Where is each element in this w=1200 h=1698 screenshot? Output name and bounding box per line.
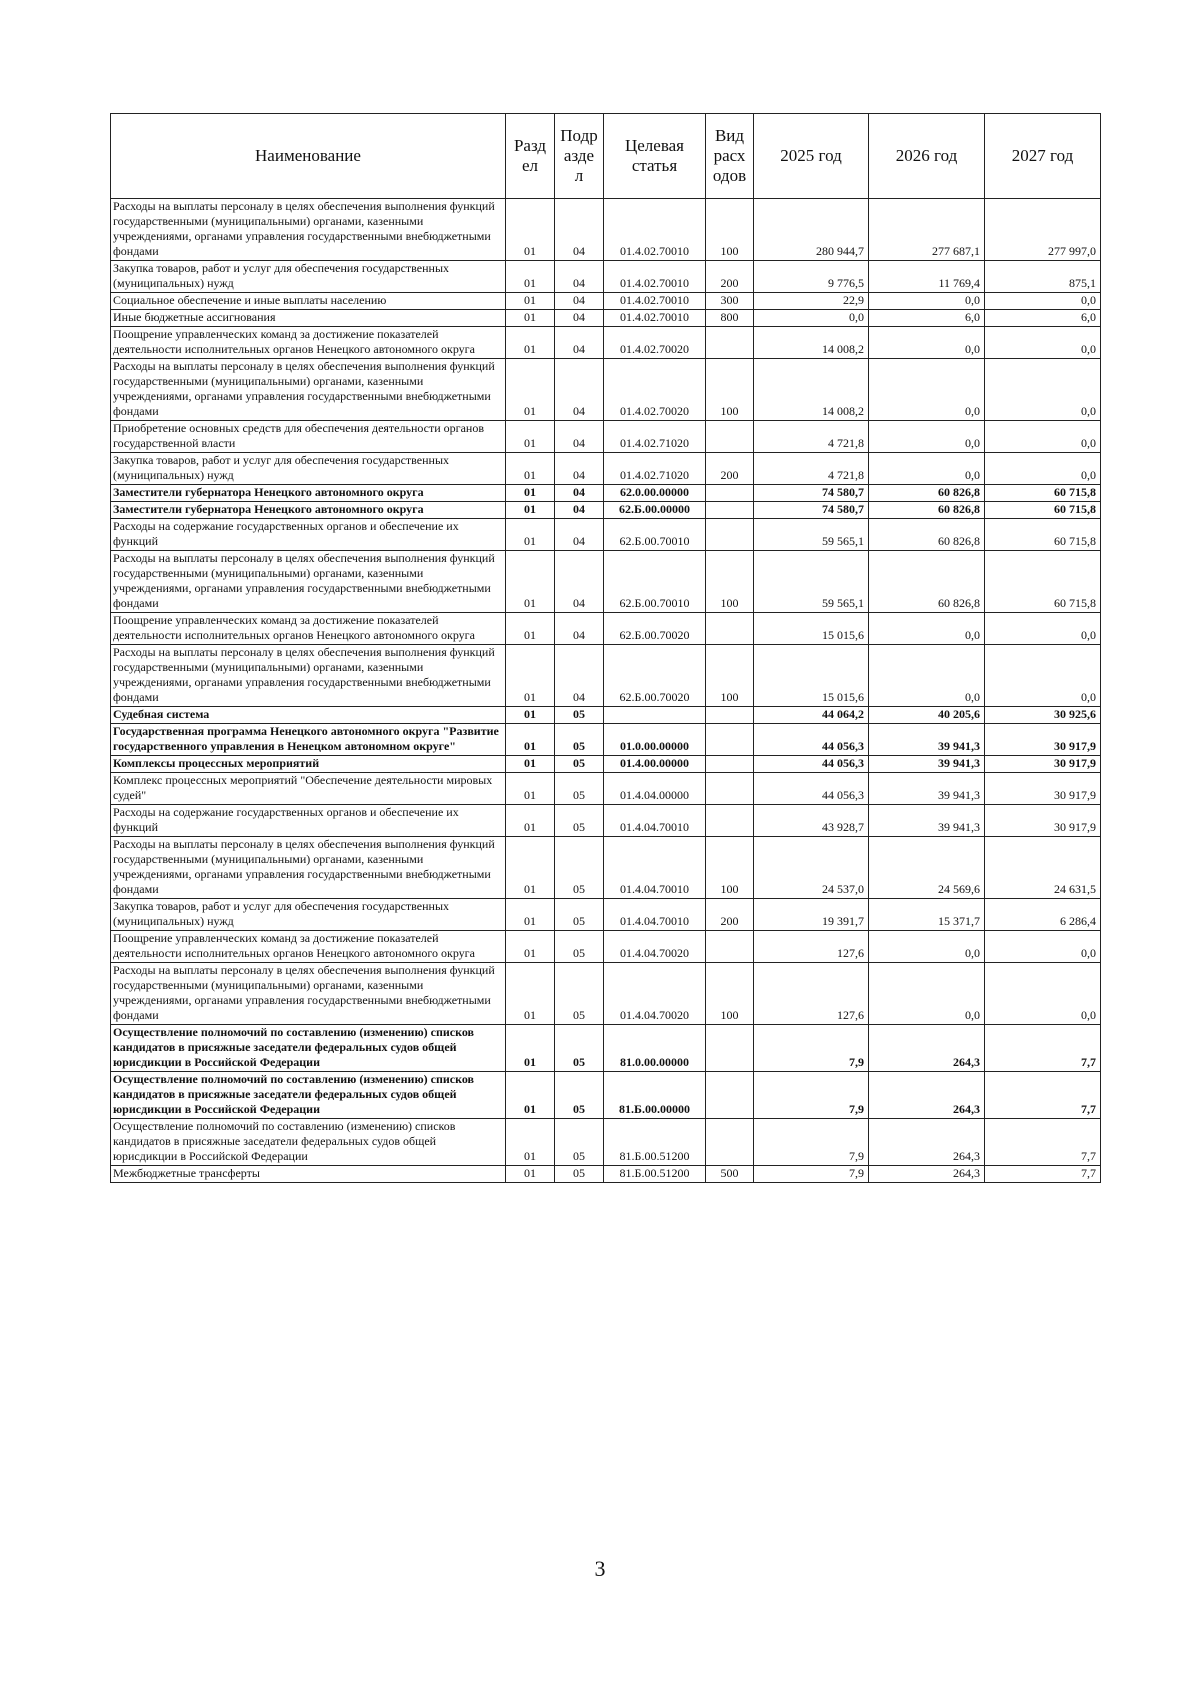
cell-2027: 6 286,4: [985, 899, 1101, 931]
cell-subsection: 05: [555, 1119, 604, 1166]
header-section: Разд ел: [506, 114, 555, 199]
cell-type: [706, 707, 754, 724]
cell-subsection: 04: [555, 199, 604, 261]
header-2026: 2026 год: [869, 114, 985, 199]
cell-2027: 30 917,9: [985, 773, 1101, 805]
cell-type: 200: [706, 453, 754, 485]
cell-2026: 0,0: [869, 293, 985, 310]
table-row: [111, 293, 1101, 310]
cell-section: 01: [506, 1025, 555, 1072]
cell-subsection: 05: [555, 963, 604, 1025]
cell-2027: 6,0: [985, 310, 1101, 327]
cell-2025: 44 056,3: [754, 724, 869, 756]
header-type: Вид расх одов: [706, 114, 754, 199]
cell-name: Комплекс процессных мероприятий "Обеспечение деятельности мировых судей": [111, 773, 506, 805]
cell-2025: 127,6: [754, 931, 869, 963]
cell-name: Осуществление полномочий по составлению (изменению) списков кандидатов в присяжные заседатели федеральных судов общей юрисдикции в Российской Федерации: [111, 1072, 506, 1119]
cell-name: Заместители губернатора Ненецкого автономного округа: [111, 485, 506, 502]
cell-2025: 7,9: [754, 1025, 869, 1072]
cell-2027: 60 715,8: [985, 485, 1101, 502]
cell-name: Осуществление полномочий по составлению (изменению) списков кандидатов в присяжные заседатели федеральных судов общей юрисдикции в Российской Федерации: [111, 1025, 506, 1072]
cell-2027: 0,0: [985, 453, 1101, 485]
table-row: [111, 519, 1101, 551]
cell-2026: 0,0: [869, 327, 985, 359]
cell-2025: 14 008,2: [754, 359, 869, 421]
cell-target: 81.Б.00.00000: [604, 1072, 706, 1119]
cell-2026: 60 826,8: [869, 551, 985, 613]
cell-name: Расходы на содержание государственных органов и обеспечение их функций: [111, 519, 506, 551]
cell-2025: 44 056,3: [754, 773, 869, 805]
cell-type: 100: [706, 359, 754, 421]
cell-2026: 264,3: [869, 1072, 985, 1119]
cell-subsection: 04: [555, 613, 604, 645]
table-row: [111, 485, 1101, 502]
cell-type: 100: [706, 199, 754, 261]
cell-section: 01: [506, 773, 555, 805]
table-row: [111, 502, 1101, 519]
cell-type: [706, 805, 754, 837]
cell-type: 100: [706, 551, 754, 613]
table-row: [111, 931, 1101, 963]
cell-name: Приобретение основных средств для обеспечения деятельности органов государственной власти: [111, 421, 506, 453]
cell-section: 01: [506, 931, 555, 963]
cell-name: Расходы на выплаты персоналу в целях обеспечения выполнения функций государственными (муниципальными) органами, казенными учреждениями, органами управления государственными внебюджетными фондами: [111, 551, 506, 613]
cell-target: 01.4.02.70020: [604, 359, 706, 421]
cell-2027: 30 917,9: [985, 724, 1101, 756]
cell-section: 01: [506, 421, 555, 453]
cell-2027: 60 715,8: [985, 502, 1101, 519]
cell-2025: 0,0: [754, 310, 869, 327]
cell-type: [706, 773, 754, 805]
cell-target: 62.0.00.00000: [604, 485, 706, 502]
table-row: [111, 359, 1101, 421]
header-2025: 2025 год: [754, 114, 869, 199]
cell-name: Межбюджетные трансферты: [111, 1166, 506, 1183]
table-row: [111, 756, 1101, 773]
table-row: [111, 1166, 1101, 1183]
cell-2026: 60 826,8: [869, 519, 985, 551]
cell-name: Поощрение управленческих команд за достижение показателей деятельности исполнительных органов Ненецкого автономного округа: [111, 931, 506, 963]
cell-2027: 0,0: [985, 327, 1101, 359]
cell-type: [706, 421, 754, 453]
cell-name: Государственная программа Ненецкого автономного округа "Развитие государственного управления в Ненецком автономном округе": [111, 724, 506, 756]
cell-target: 81.Б.00.51200: [604, 1119, 706, 1166]
cell-type: 100: [706, 963, 754, 1025]
cell-2025: 280 944,7: [754, 199, 869, 261]
table-row: [111, 613, 1101, 645]
table-row: [111, 837, 1101, 899]
cell-subsection: 04: [555, 502, 604, 519]
cell-target: 01.4.04.70020: [604, 963, 706, 1025]
cell-target: 01.4.02.70010: [604, 310, 706, 327]
cell-type: [706, 756, 754, 773]
cell-subsection: 04: [555, 327, 604, 359]
cell-section: 01: [506, 963, 555, 1025]
cell-name: Заместители губернатора Ненецкого автономного округа: [111, 502, 506, 519]
cell-section: 01: [506, 502, 555, 519]
cell-2025: 7,9: [754, 1119, 869, 1166]
cell-2026: 0,0: [869, 963, 985, 1025]
table-row: [111, 199, 1101, 261]
table-row: [111, 1072, 1101, 1119]
cell-subsection: 05: [555, 724, 604, 756]
cell-subsection: 04: [555, 310, 604, 327]
cell-target: 01.4.04.70020: [604, 931, 706, 963]
cell-2026: 0,0: [869, 613, 985, 645]
cell-name: Поощрение управленческих команд за достижение показателей деятельности исполнительных органов Ненецкого автономного округа: [111, 327, 506, 359]
cell-target: 01.4.04.00000: [604, 773, 706, 805]
cell-target: 62.Б.00.70010: [604, 519, 706, 551]
cell-2026: 6,0: [869, 310, 985, 327]
cell-2027: 30 917,9: [985, 756, 1101, 773]
cell-section: 01: [506, 707, 555, 724]
cell-2026: 0,0: [869, 645, 985, 707]
table-row: [111, 1025, 1101, 1072]
cell-type: [706, 1025, 754, 1072]
cell-section: 01: [506, 724, 555, 756]
cell-target: 01.4.02.70010: [604, 261, 706, 293]
cell-type: [706, 613, 754, 645]
table-row: [111, 1119, 1101, 1166]
cell-type: 100: [706, 645, 754, 707]
cell-section: 01: [506, 1119, 555, 1166]
cell-section: 01: [506, 199, 555, 261]
cell-name: Иные бюджетные ассигнования: [111, 310, 506, 327]
cell-section: 01: [506, 519, 555, 551]
cell-2025: 59 565,1: [754, 551, 869, 613]
cell-2025: 15 015,6: [754, 645, 869, 707]
cell-subsection: 05: [555, 1072, 604, 1119]
cell-subsection: 05: [555, 707, 604, 724]
cell-name: Социальное обеспечение и иные выплаты населению: [111, 293, 506, 310]
cell-2026: 0,0: [869, 421, 985, 453]
cell-section: 01: [506, 310, 555, 327]
cell-name: Комплексы процессных мероприятий: [111, 756, 506, 773]
cell-2025: 44 064,2: [754, 707, 869, 724]
cell-subsection: 05: [555, 899, 604, 931]
cell-2025: 14 008,2: [754, 327, 869, 359]
table-row: [111, 773, 1101, 805]
cell-subsection: 04: [555, 261, 604, 293]
cell-name: Поощрение управленческих команд за достижение показателей деятельности исполнительных органов Ненецкого автономного округа: [111, 613, 506, 645]
cell-type: 200: [706, 261, 754, 293]
cell-section: 01: [506, 551, 555, 613]
cell-2026: 39 941,3: [869, 724, 985, 756]
header-name: Наименование: [111, 114, 506, 199]
cell-2027: 60 715,8: [985, 519, 1101, 551]
cell-2025: 9 776,5: [754, 261, 869, 293]
cell-subsection: 04: [555, 293, 604, 310]
cell-2025: 44 056,3: [754, 756, 869, 773]
table-row: [111, 963, 1101, 1025]
table-row: [111, 453, 1101, 485]
cell-2026: 264,3: [869, 1025, 985, 1072]
cell-subsection: 05: [555, 805, 604, 837]
cell-target: 01.4.00.00000: [604, 756, 706, 773]
cell-subsection: 05: [555, 773, 604, 805]
cell-target: 01.4.02.70020: [604, 327, 706, 359]
cell-2025: 43 928,7: [754, 805, 869, 837]
cell-section: 01: [506, 359, 555, 421]
cell-2025: 4 721,8: [754, 421, 869, 453]
cell-2027: 30 925,6: [985, 707, 1101, 724]
cell-2026: 264,3: [869, 1119, 985, 1166]
cell-section: 01: [506, 805, 555, 837]
cell-target: 01.4.04.70010: [604, 837, 706, 899]
cell-2026: 0,0: [869, 359, 985, 421]
cell-section: 01: [506, 645, 555, 707]
cell-2026: 0,0: [869, 453, 985, 485]
cell-2026: 15 371,7: [869, 899, 985, 931]
cell-2026: 0,0: [869, 931, 985, 963]
cell-target: 01.4.02.71020: [604, 421, 706, 453]
cell-target: [604, 707, 706, 724]
cell-target: 01.4.04.70010: [604, 805, 706, 837]
cell-2026: 60 826,8: [869, 485, 985, 502]
cell-subsection: 04: [555, 421, 604, 453]
cell-name: Расходы на содержание государственных органов и обеспечение их функций: [111, 805, 506, 837]
cell-2026: 24 569,6: [869, 837, 985, 899]
cell-section: 01: [506, 756, 555, 773]
cell-section: 01: [506, 837, 555, 899]
cell-name: Судебная система: [111, 707, 506, 724]
cell-2025: 7,9: [754, 1166, 869, 1183]
cell-subsection: 05: [555, 1166, 604, 1183]
cell-type: [706, 519, 754, 551]
cell-2027: 30 917,9: [985, 805, 1101, 837]
cell-type: 500: [706, 1166, 754, 1183]
cell-section: 01: [506, 1072, 555, 1119]
table-row: [111, 707, 1101, 724]
cell-2026: 264,3: [869, 1166, 985, 1183]
cell-2025: 59 565,1: [754, 519, 869, 551]
cell-target: 62.Б.00.70020: [604, 645, 706, 707]
cell-target: 81.0.00.00000: [604, 1025, 706, 1072]
header-2027: 2027 год: [985, 114, 1101, 199]
cell-2026: 60 826,8: [869, 502, 985, 519]
cell-subsection: 05: [555, 837, 604, 899]
cell-2027: 0,0: [985, 931, 1101, 963]
cell-target: 01.4.02.70010: [604, 293, 706, 310]
table-row: [111, 899, 1101, 931]
cell-section: 01: [506, 485, 555, 502]
cell-section: 01: [506, 1166, 555, 1183]
cell-type: [706, 724, 754, 756]
cell-2025: 19 391,7: [754, 899, 869, 931]
cell-type: 100: [706, 837, 754, 899]
cell-type: [706, 502, 754, 519]
table-row: [111, 310, 1101, 327]
cell-name: Расходы на выплаты персоналу в целях обеспечения выполнения функций государственными (муниципальными) органами, казенными учреждениями, органами управления государственными внебюджетными фондами: [111, 199, 506, 261]
cell-target: 01.4.02.71020: [604, 453, 706, 485]
cell-name: Закупка товаров, работ и услуг для обеспечения государственных (муниципальных) нужд: [111, 899, 506, 931]
cell-target: 62.Б.00.70010: [604, 551, 706, 613]
cell-target: 01.0.00.00000: [604, 724, 706, 756]
cell-2027: 0,0: [985, 645, 1101, 707]
cell-subsection: 05: [555, 931, 604, 963]
table-row: [111, 327, 1101, 359]
table-row: [111, 724, 1101, 756]
cell-2026: 40 205,6: [869, 707, 985, 724]
page-number: 3: [594, 1556, 606, 1581]
cell-target: 62.Б.00.70020: [604, 613, 706, 645]
table-header-row: [111, 114, 1101, 199]
cell-type: [706, 1072, 754, 1119]
cell-subsection: 05: [555, 756, 604, 773]
cell-2027: 0,0: [985, 613, 1101, 645]
cell-section: 01: [506, 613, 555, 645]
cell-subsection: 04: [555, 485, 604, 502]
cell-2026: 39 941,3: [869, 773, 985, 805]
table-row: [111, 261, 1101, 293]
cell-2027: 24 631,5: [985, 837, 1101, 899]
cell-2026: 39 941,3: [869, 805, 985, 837]
cell-target: 01.4.02.70010: [604, 199, 706, 261]
cell-2027: 0,0: [985, 293, 1101, 310]
cell-name: Осуществление полномочий по составлению (изменению) списков кандидатов в присяжные заседатели федеральных судов общей юрисдикции в Российской Федерации: [111, 1119, 506, 1166]
cell-section: 01: [506, 293, 555, 310]
cell-2027: 7,7: [985, 1025, 1101, 1072]
budget-table: [110, 113, 1101, 1183]
cell-target: 01.4.04.70010: [604, 899, 706, 931]
cell-2025: 4 721,8: [754, 453, 869, 485]
cell-2026: 11 769,4: [869, 261, 985, 293]
cell-section: 01: [506, 453, 555, 485]
cell-2027: 0,0: [985, 359, 1101, 421]
cell-name: Расходы на выплаты персоналу в целях обеспечения выполнения функций государственными (муниципальными) органами, казенными учреждениями, органами управления государственными внебюджетными фондами: [111, 645, 506, 707]
table-row: [111, 551, 1101, 613]
cell-2025: 15 015,6: [754, 613, 869, 645]
cell-2026: 39 941,3: [869, 756, 985, 773]
cell-name: Расходы на выплаты персоналу в целях обеспечения выполнения функций государственными (муниципальными) органами, казенными учреждениями, органами управления государственными внебюджетными фондами: [111, 837, 506, 899]
cell-type: 200: [706, 899, 754, 931]
cell-2025: 7,9: [754, 1072, 869, 1119]
cell-type: [706, 931, 754, 963]
cell-subsection: 04: [555, 453, 604, 485]
cell-2027: 7,7: [985, 1166, 1101, 1183]
cell-name: Расходы на выплаты персоналу в целях обеспечения выполнения функций государственными (муниципальными) органами, казенными учреждениями, органами управления государственными внебюджетными фондами: [111, 963, 506, 1025]
cell-2025: 24 537,0: [754, 837, 869, 899]
cell-name: Закупка товаров, работ и услуг для обеспечения государственных (муниципальных) нужд: [111, 261, 506, 293]
cell-subsection: 04: [555, 519, 604, 551]
cell-2027: 0,0: [985, 963, 1101, 1025]
cell-2026: 277 687,1: [869, 199, 985, 261]
cell-2025: 127,6: [754, 963, 869, 1025]
cell-2025: 22,9: [754, 293, 869, 310]
cell-subsection: 04: [555, 551, 604, 613]
cell-section: 01: [506, 327, 555, 359]
cell-2025: 74 580,7: [754, 502, 869, 519]
cell-2027: 875,1: [985, 261, 1101, 293]
table-row: [111, 421, 1101, 453]
cell-name: Закупка товаров, работ и услуг для обеспечения государственных (муниципальных) нужд: [111, 453, 506, 485]
table-body: [111, 199, 1101, 1183]
cell-section: 01: [506, 899, 555, 931]
cell-type: 800: [706, 310, 754, 327]
cell-target: 81.Б.00.51200: [604, 1166, 706, 1183]
cell-2027: 277 997,0: [985, 199, 1101, 261]
cell-subsection: 04: [555, 645, 604, 707]
cell-subsection: 05: [555, 1025, 604, 1072]
cell-type: [706, 1119, 754, 1166]
cell-2027: 60 715,8: [985, 551, 1101, 613]
cell-target: 62.Б.00.00000: [604, 502, 706, 519]
cell-name: Расходы на выплаты персоналу в целях обеспечения выполнения функций государственными (муниципальными) органами, казенными учреждениями, органами управления государственными внебюджетными фондами: [111, 359, 506, 421]
cell-subsection: 04: [555, 359, 604, 421]
header-subsection: Подр азде л: [555, 114, 604, 199]
table-row: [111, 805, 1101, 837]
cell-2027: 7,7: [985, 1119, 1101, 1166]
cell-2027: 0,0: [985, 421, 1101, 453]
cell-2025: 74 580,7: [754, 485, 869, 502]
cell-type: 300: [706, 293, 754, 310]
table-row: [111, 645, 1101, 707]
cell-type: [706, 485, 754, 502]
cell-section: 01: [506, 261, 555, 293]
cell-2027: 7,7: [985, 1072, 1101, 1119]
header-target: Целевая статья: [604, 114, 706, 199]
cell-type: [706, 327, 754, 359]
